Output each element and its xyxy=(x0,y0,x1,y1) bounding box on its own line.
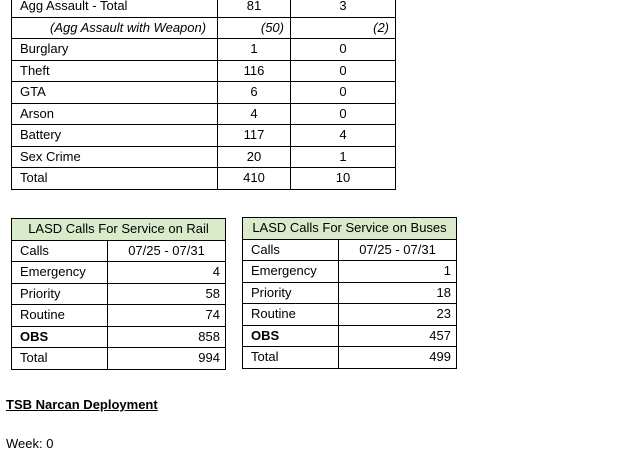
buses-row xyxy=(243,304,457,326)
crime-row xyxy=(12,103,396,125)
rail-row-label: OBS xyxy=(12,326,108,348)
buses-row-value: 457 xyxy=(339,325,457,347)
buses-row-value: 1 xyxy=(339,261,457,283)
buses-table-title: LASD Calls For Service on Buses xyxy=(243,218,457,240)
buses-row-label: Routine xyxy=(243,304,339,326)
buses-row-label: Emergency xyxy=(243,261,339,283)
rail-row xyxy=(12,262,226,284)
crime-label: Arson xyxy=(12,103,218,125)
crime-row xyxy=(12,0,396,17)
crime-count-b: (2) xyxy=(291,17,396,39)
rail-calls-table xyxy=(11,218,226,370)
buses-row-label: Total xyxy=(243,347,339,369)
crime-count-b: 4 xyxy=(291,125,396,147)
crime-label: Total xyxy=(12,168,218,190)
crime-count-a: 410 xyxy=(218,168,291,190)
crime-label: Sex Crime xyxy=(12,146,218,168)
crime-count-a: 116 xyxy=(218,60,291,82)
rail-row-label: Routine xyxy=(12,305,108,327)
crime-label: Agg Assault - Total xyxy=(12,0,218,17)
rail-row xyxy=(12,305,226,327)
crime-count-b: 10 xyxy=(291,168,396,190)
rail-row xyxy=(12,348,226,370)
buses-calls-table xyxy=(242,217,457,369)
rail-row-value: 4 xyxy=(108,262,226,284)
rail-row-value: 58 xyxy=(108,283,226,305)
crime-row xyxy=(12,146,396,168)
buses-row-value: 23 xyxy=(339,304,457,326)
rail-row xyxy=(12,283,226,305)
crime-count-a: 1 xyxy=(218,39,291,61)
crime-row xyxy=(12,17,396,39)
crime-count-a: 20 xyxy=(218,146,291,168)
buses-row xyxy=(243,261,457,283)
narcan-week-text: Week: 0 xyxy=(6,436,54,451)
crime-label: (Agg Assault with Weapon) xyxy=(12,17,218,39)
rail-row-value: 74 xyxy=(108,305,226,327)
crime-row xyxy=(12,82,396,104)
crime-count-b: 0 xyxy=(291,60,396,82)
buses-row xyxy=(243,347,457,369)
buses-row-value: 499 xyxy=(339,347,457,369)
buses-row-value: 18 xyxy=(339,282,457,304)
crime-count-b: 0 xyxy=(291,39,396,61)
rail-row-label: Total xyxy=(12,348,108,370)
buses-row xyxy=(243,325,457,347)
rail-row xyxy=(12,326,226,348)
crime-row xyxy=(12,125,396,147)
rail-calls-header: Calls xyxy=(12,240,108,262)
crime-label: Burglary xyxy=(12,39,218,61)
crime-row xyxy=(12,39,396,61)
crime-label: Battery xyxy=(12,125,218,147)
rail-row-label: Priority xyxy=(12,283,108,305)
crime-label: Theft xyxy=(12,60,218,82)
rail-row-value: 858 xyxy=(108,326,226,348)
crime-count-b: 0 xyxy=(291,82,396,104)
buses-row xyxy=(243,282,457,304)
crime-count-a: (50) xyxy=(218,17,291,39)
crime-count-a: 4 xyxy=(218,103,291,125)
narcan-section-title: TSB Narcan Deployment xyxy=(6,397,158,412)
crime-count-a: 6 xyxy=(218,82,291,104)
buses-period-header: 07/25 - 07/31 xyxy=(339,239,457,261)
crime-count-a: 81 xyxy=(218,0,291,17)
rail-table-title: LASD Calls For Service on Rail xyxy=(12,219,226,241)
buses-calls-header: Calls xyxy=(243,239,339,261)
crime-count-a: 117 xyxy=(218,125,291,147)
buses-row-label: OBS xyxy=(243,325,339,347)
rail-row-label: Emergency xyxy=(12,262,108,284)
crime-row xyxy=(12,60,396,82)
rail-row-value: 994 xyxy=(108,348,226,370)
crime-count-b: 0 xyxy=(291,103,396,125)
crime-row xyxy=(12,168,396,190)
crime-count-b: 1 xyxy=(291,146,396,168)
crime-stats-table xyxy=(11,0,396,190)
rail-period-header: 07/25 - 07/31 xyxy=(108,240,226,262)
crime-count-b: 3 xyxy=(291,0,396,17)
buses-row-label: Priority xyxy=(243,282,339,304)
crime-label: GTA xyxy=(12,82,218,104)
